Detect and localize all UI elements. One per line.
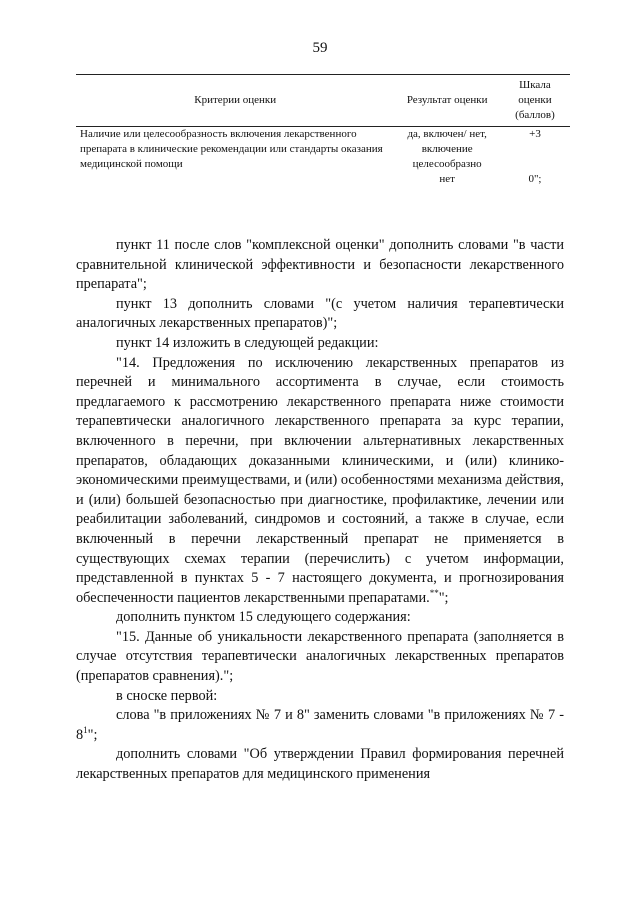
table-row <box>76 172 570 187</box>
paragraph-text: "14. Предложения по исключению лекарственных препаратов из перечней и минимального ассортимента в случае, если стоимость предлагаемого к рассмотрению лекарственного препарата ниже стоимости терапевтически аналогичного лекарственного препарата за курс терапии, включенного в перечни, при включении альтернативных лекарственных препаратов, обладающих доказанными клиническими, и (или) клинико-экономическими преимуществами, и (или) особенностями механизма действия, и (или) большей безопасностью при диагностике, профилактике, лечении или реабилитации заболеваний, синдромов и состояний, а также в случае, если включенный в перечни лекарственный препарат не применяется в существующих схемах терапии (перечислить) с учетом информации, представленной в пунктах 5 - 7 настоящего документа, и прогнозирования обеспеченности пациентов лекарственными препаратами. <box>76 354 564 606</box>
result-header: Результат оценки <box>406 94 488 106</box>
table-row <box>76 127 570 173</box>
criteria-header: Критерии оценки <box>194 94 277 106</box>
score-cell: +3 <box>529 128 541 140</box>
paragraph-text: слова "в приложениях № 7 и 8" заменить словами "в приложениях № 7 - 8 <box>76 707 564 743</box>
paragraph: пункт 13 дополнить словами "(с учетом наличия терапевтически аналогичных лекарственных препаратов)"; <box>76 295 564 332</box>
paragraph <box>76 706 564 745</box>
paragraph: дополнить словами "Об утверждении Правил формирования перечней лекарственных препаратов для медицинского применения <box>76 746 564 783</box>
criteria-cell <box>76 172 394 187</box>
criteria-cell: Наличие или целесообразность включения лекарственного препарата в клинические рекомендации или стандарты оказания медицинской помощи <box>80 128 383 170</box>
result-cell: да, включен/ нет, включение целесообразно <box>407 128 487 170</box>
paragraph <box>76 354 564 609</box>
paragraph-end: "; <box>438 589 449 606</box>
criteria-table <box>76 74 570 187</box>
footnote-mark: ** <box>429 587 439 598</box>
paragraph: пункт 11 после слов "комплексной оценки" дополнить словами "в части сравнительной клинической эффективности и безопасности лекарственного препарата"; <box>76 237 564 293</box>
result-cell: нет <box>439 173 455 185</box>
paragraph: "15. Данные об уникальности лекарственного препарата (заполняется в случае отсутствия терапевтически аналогичных лекарственных препаратов (препаратов сравнения)."; <box>76 628 564 685</box>
paragraph: пункт 14 изложить в следующей редакции: <box>116 334 379 351</box>
document-body <box>76 236 564 785</box>
footnote-mark: 1 <box>83 725 88 736</box>
score-cell: 0"; <box>528 173 542 185</box>
scale-header: Шкала оценки (баллов) <box>515 79 555 121</box>
table-header-row <box>76 75 570 127</box>
paragraph: дополнить пунктом 15 следующего содержания: <box>116 609 411 626</box>
page-number: 59 <box>312 40 328 56</box>
paragraph-end: "; <box>87 726 98 743</box>
paragraph: в сноске первой: <box>116 687 218 704</box>
